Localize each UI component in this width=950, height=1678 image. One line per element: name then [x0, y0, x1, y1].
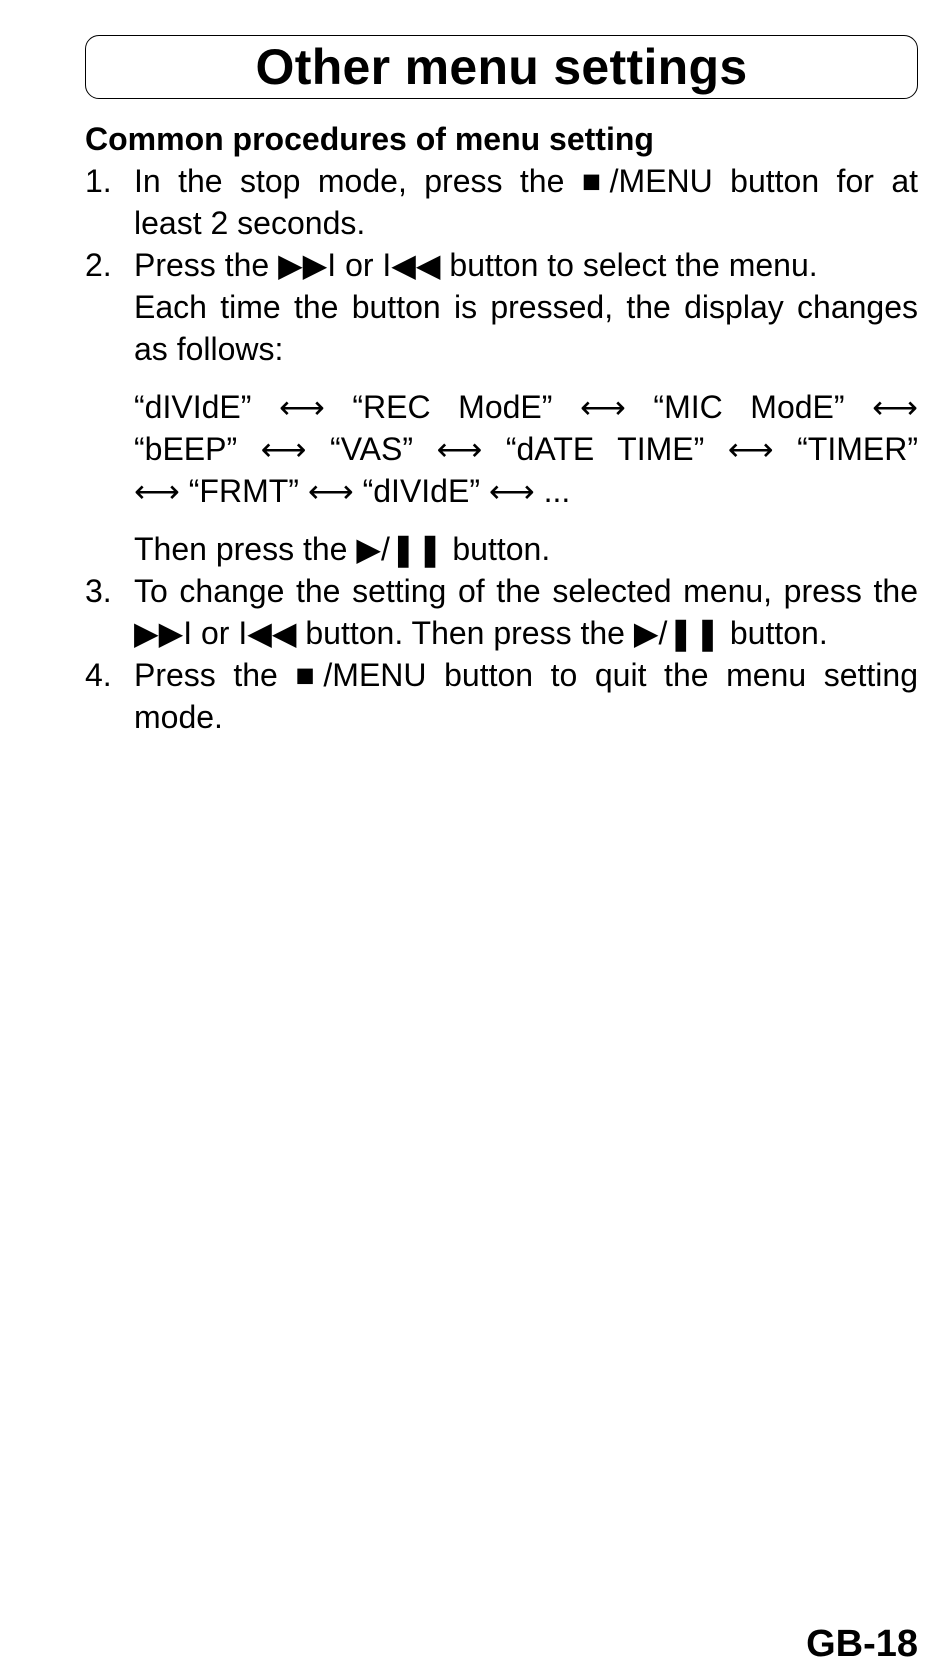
step-line: least 2 seconds. [134, 205, 366, 241]
step-text [134, 160, 918, 244]
step-text [134, 244, 918, 370]
step-line: mode. [134, 699, 223, 735]
step-2 [85, 244, 918, 370]
step-line: as follows: [134, 331, 284, 367]
steps-list-continued [85, 528, 918, 738]
step-text [134, 654, 918, 738]
step-number-spacer [85, 528, 134, 570]
step-3 [85, 570, 918, 654]
step-line: Each time the button is pressed, the display changes [134, 289, 918, 325]
page-number: GB-18 [806, 1623, 918, 1665]
step-number: 3. [85, 573, 112, 609]
step-line: To change the setting of the selected menu, press the [134, 573, 918, 609]
steps-list [85, 160, 918, 370]
step-4 [85, 654, 918, 738]
title-box [85, 35, 918, 99]
page-title: Other menu settings [255, 39, 748, 95]
step-number: 1. [85, 163, 112, 199]
section-subheading: Common procedures of menu setting [85, 121, 654, 157]
step-line: Then press the ▶/❚❚ button. [134, 531, 551, 567]
content [85, 118, 918, 738]
step-line: ▶▶I or I◀◀ button. Then press the ▶/❚❚ button. [134, 615, 828, 651]
step-line: Press the ■/MENU button to quit the menu setting [134, 657, 918, 693]
step-1 [85, 160, 918, 244]
step-line: Press the ▶▶I or I◀◀ button to select the menu. [134, 247, 818, 283]
menu-sequence-line: ⟷ “FRMT” ⟷ “dIVIdE” ⟷ ... [134, 473, 571, 509]
step-number: 2. [85, 247, 112, 283]
step-text [134, 528, 918, 570]
menu-sequence-line: “dIVIdE” ⟷ “REC ModE” ⟷ “MIC ModE” ⟷ [134, 389, 918, 425]
step-text [134, 570, 918, 654]
menu-sequence-line: “bEEP” ⟷ “VAS” ⟷ “dATE TIME” ⟷ “TIMER” [134, 431, 918, 467]
step-number: 4. [85, 657, 112, 693]
step-2-continued [85, 528, 918, 570]
step-line: In the stop mode, press the ■/MENU button for at [134, 163, 918, 199]
menu-sequence [134, 386, 918, 512]
